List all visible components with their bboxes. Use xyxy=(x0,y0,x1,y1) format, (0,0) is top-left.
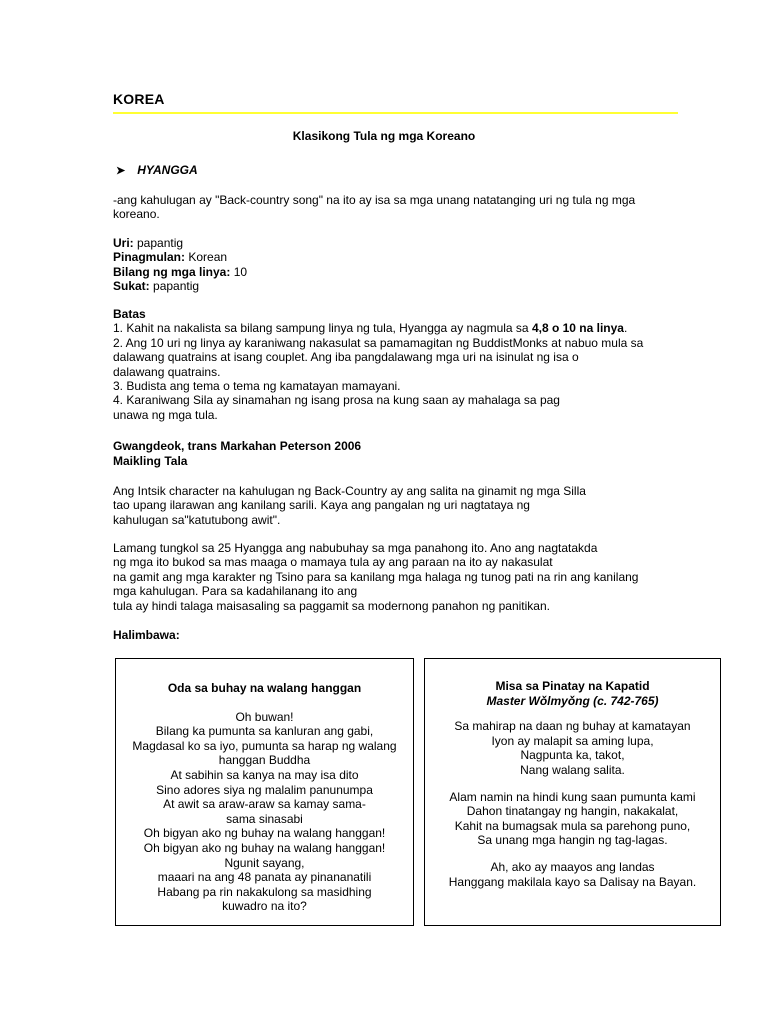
fact-label: Pinagmulan: xyxy=(113,250,186,265)
note-line: ng mga ito bukod sa mas maaga o mamaya tula ay ang paraan na ito ay nakasulat xyxy=(113,555,553,570)
poem-line: Kahit na bumagsak mula sa parehong puno, xyxy=(454,818,691,833)
poem-line: Bilang ka pumunta sa kanluran ang gabi, xyxy=(155,724,374,739)
fact-value: papantig xyxy=(149,279,200,294)
arrow-bullet-icon: ➤ xyxy=(116,165,126,177)
poem-line: Sa mahirap na daan ng buhay at kamatayan xyxy=(454,719,691,734)
note-line: Ang Intsik character na kahulugan ng Back-Country ay ang salita na ginamit ng mga Silla xyxy=(113,484,586,498)
poem-box-misa xyxy=(424,658,721,926)
note-line: kahulugan sa"katutubong awit". xyxy=(113,512,281,527)
poem-line: Dahon tinatangay ng hangin, nakakalat, xyxy=(466,804,679,819)
poem-line: Sino adores siya ng malalim panunumpa xyxy=(156,782,373,797)
poem-line: Alam namin na hindi kung saan pumunta kami xyxy=(449,789,696,804)
poem-line: maaari na ang 48 panata ay pinananatili xyxy=(157,870,372,885)
poem-line: Oh bigyan ako ng buhay na walang hanggan! xyxy=(143,826,386,841)
page-title: KOREA xyxy=(113,91,165,107)
hyangga-bullet xyxy=(116,163,198,177)
intro-paragraph xyxy=(113,193,673,222)
poem-line: At sabihin sa kanya na may isa dito xyxy=(170,767,359,782)
batas-line: 4. Karaniwang Sila ay sinamahan ng isang prosa na kung saan ay mahalaga sa pag xyxy=(113,393,560,408)
short-note-heading: Maikling Tala xyxy=(113,454,188,468)
poem-line: Oh bigyan ako ng buhay na walang hanggan! xyxy=(143,840,386,855)
poem-line: Iyon ay malapit sa aming lupa, xyxy=(491,733,654,748)
poem-line: At awit sa araw-araw sa kamay sama- xyxy=(163,797,366,812)
note-line: mga kahulugan. Para sa kadahilanang ito ang xyxy=(113,584,358,599)
fact-value: Korean xyxy=(185,250,228,265)
examples-heading: Halimbawa: xyxy=(113,628,180,642)
note-line: Lamang tungkol sa 25 Hyangga ang nabubuhay sa mga panahong ito. Ano ang nagtatakda xyxy=(113,541,598,555)
poem-line: hanggan Buddha xyxy=(218,753,311,768)
batas-line: unawa ng mga tula. xyxy=(113,407,218,422)
poem-line: Magdasal ko sa iyo, pumunta sa harap ng walang xyxy=(132,738,397,753)
poem-line: Oh buwan! xyxy=(235,709,294,724)
poem-line: Sa unang mga hangin ng tag-lagas. xyxy=(477,833,668,848)
poem-line: Ah, ako ay maayos ang landas xyxy=(490,859,655,874)
bullet-label: HYANGGA xyxy=(137,163,198,177)
intro-line: -ang kahulugan ay "Back-country song" na ito ay isa sa mga unang natatanging uri ng tula ng mga xyxy=(113,193,636,207)
batas-heading: Batas xyxy=(113,307,146,321)
poem-line: Nagpunta ka, takot, xyxy=(520,748,625,763)
note-line: tao upang ilarawan ang kanilang sarili. Kaya ang pangalan ng uri nagtataya ng xyxy=(113,498,530,513)
fact-sukat xyxy=(113,279,673,293)
poem-line: sama sinasabi xyxy=(226,811,303,826)
section-subtitle: Klasikong Tula ng mga Koreano xyxy=(292,129,476,143)
fact-bilang xyxy=(113,265,673,279)
poem-line: Habang pa rin nakakulong sa masidhing xyxy=(157,884,372,899)
batas-line: 3. Budista ang tema o tema ng kamatayan mamayani. xyxy=(113,379,401,394)
fact-pinagmulan xyxy=(113,250,673,264)
fact-label: Sukat: xyxy=(113,279,150,294)
fact-value: 10 xyxy=(230,264,248,279)
batas-section xyxy=(113,307,673,422)
note-paragraph-2 xyxy=(113,541,673,613)
poem-box-oda xyxy=(115,658,414,926)
batas-line: dalawang quatrains at isang couplet. Ang iba pangdalawang mga uri na isinulat ng isa o xyxy=(113,350,579,365)
note-line: na gamit ang mga karakter ng Tsino para sa kanilang mga halaga ng tunog pati na rin ang kanilang xyxy=(113,569,639,584)
poem-author: Master Wǒlmyǒng (c. 742-765) xyxy=(486,693,659,708)
poem-line: Nang walang salita. xyxy=(520,762,625,777)
intro-line: koreano. xyxy=(113,207,160,222)
poem-line: Ngunit sayang, xyxy=(224,855,305,870)
poem-line: kuwadro na ito? xyxy=(222,899,307,914)
note-line: tula ay hindi talaga maisasaling sa paggamit sa modernong panahon ng panitikan. xyxy=(113,598,550,613)
poem-title: Oda sa buhay na walang hanggan xyxy=(167,681,362,695)
fact-uri xyxy=(113,236,673,250)
facts-list xyxy=(113,236,673,294)
credit-block xyxy=(113,439,673,469)
poem-line: Hanggang makilala kayo sa Dalisay na Bayan. xyxy=(448,874,697,889)
batas-line: 2. Ang 10 uri ng linya ay karaniwang nakasulat sa pamamagitan ng BuddistMonks at nabuo mula sa xyxy=(113,335,644,350)
fact-label: Uri: xyxy=(113,236,134,250)
batas-line: dalawang quatrains. xyxy=(113,364,221,379)
poem-title: Misa sa Pinatay na Kapatid xyxy=(495,679,650,693)
note-paragraph-1 xyxy=(113,484,673,527)
fact-label: Bilang ng mga linya: xyxy=(113,264,231,279)
batas-rule-1: 1. Kahit na nakalista sa bilang sampung linya ng tula, Hyangga ay nagmula sa 4,8 o 10 na linya. xyxy=(113,321,628,336)
credit-line: Gwangdeok, trans Markahan Peterson 2006 xyxy=(113,439,362,453)
fact-value: papantig xyxy=(133,236,184,250)
yellow-divider xyxy=(113,112,678,114)
